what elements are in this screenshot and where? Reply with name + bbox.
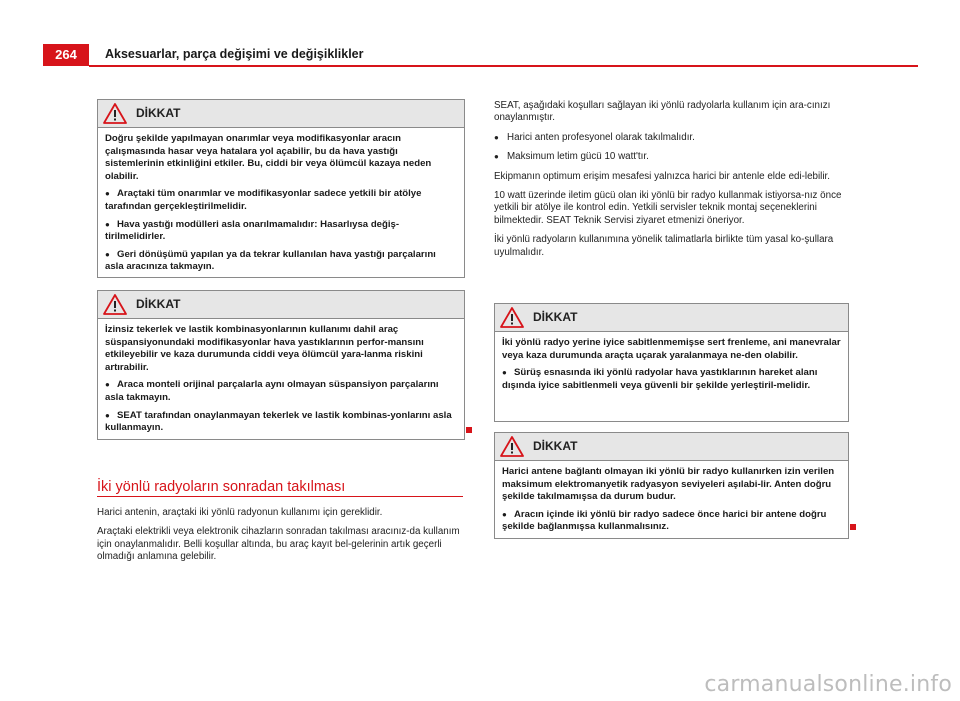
- body-paragraph: 10 watt üzerinde iletim gücü olan iki yönlü bir radyo kullanmak istiyorsa-nız önce yetkili bir atölye ile kontrol edin. Yetkili servisler teknik montaj seçeneklerini bilmektedir. SEAT Teknik Servisi ziyaret etmenizi öneriyor.: [494, 190, 842, 226]
- warning-title: DİKKAT: [533, 439, 578, 453]
- warning-body: [495, 332, 848, 398]
- warning-title: DİKKAT: [136, 297, 181, 311]
- warning-body: [98, 319, 464, 441]
- warning-bullet: ● Sürüş esnasında iki yönlü radyolar hava yastıklarının hareket alanı dışında iyice sabitlenmeli veya güvenli bir şekilde yerleştiril-melidir.: [502, 367, 841, 392]
- warning-bullet: ● Aracın içinde iki yönlü bir radyo sadece önce harici bir antene doğru şekilde bağlanmışsa kullanmalısınız.: [502, 509, 841, 534]
- warning-header: [98, 100, 464, 128]
- chapter-title: Aksesuarlar, parça değişimi ve değişiklikler: [105, 47, 364, 61]
- warning-bullet: ● SEAT tarafından onaylanmayan tekerlek ve lastik kombinas-yonlarını asla kullanmayın.: [105, 410, 457, 435]
- warning-header: [495, 304, 848, 332]
- warning-title: DİKKAT: [136, 106, 181, 120]
- warning-title: DİKKAT: [533, 310, 578, 324]
- warning-paragraph: İzinsiz tekerlek ve lastik kombinasyonlarının kullanımı dahil araç süspansiyonundaki modifikasyonlar hava yastıklarının perfor-mansını etkileyebilir ve kaza durumunda ciddi veya ölümcül yara-lanma riskini artırabilir.: [105, 324, 424, 373]
- warning-header: [495, 433, 848, 461]
- warning-box-3: [494, 303, 849, 422]
- body-paragraph: İki yönlü radyoların kullanımına yönelik talimatlarla birlikte tüm yasal ko-şullara uyulmalıdır.: [494, 234, 834, 258]
- warning-paragraph: Doğru şekilde yapılmayan onarımlar veya modifikasyonlar aracın çalışmasında hasar veya hatalara yol açabilir, bu da hava yastığı sistemlerinin etkinliğini etkiler. Bu, ciddi bir veya ölümcül kazaya neden olabilir.: [105, 133, 432, 182]
- body-paragraph: Harici antenin, araçtaki iki yönlü radyonun kullanımı için gereklidir.: [97, 507, 383, 518]
- warning-bullet: ● Geri dönüşümü yapılan ya da tekrar kullanılan hava yastığı parçalarını asla aracınıza takmayın.: [105, 249, 457, 274]
- warning-paragraph: Harici antene bağlantı olmayan iki yönlü bir radyo kullanırken izin verilen maksimum elektromanyetik radyasyon seviyeleri aşılabi-lir. Anten doğru şekilde takılmamışsa da durum budur.: [502, 466, 835, 503]
- warning-bullet: ● Araçtaki tüm onarımlar ve modifikasyonlar sadece yetkili bir atölye tarafından gerçekleştirilmelidir.: [105, 188, 457, 213]
- warning-box-1: [97, 99, 465, 278]
- warning-bullet: ● Araca monteli orijinal parçalarla aynı olmayan süspansiyon parçalarını asla takmayın.: [105, 379, 457, 404]
- body-paragraph: Ekipmanın optimum erişim mesafesi yalnızca harici bir antenle elde edi-lebilir.: [494, 170, 830, 182]
- section-end-mark: [466, 427, 472, 433]
- warning-triangle-icon: [500, 307, 524, 328]
- section-title: İki yönlü radyoların sonradan takılması: [97, 479, 346, 495]
- warning-body: [495, 461, 848, 540]
- warning-bullet: ● Hava yastığı modülleri asla onarılmamalıdır: Hasarlıysa değiş-tirilmelidirler.: [105, 219, 457, 244]
- warning-header: [98, 291, 464, 319]
- page-number: 264: [43, 44, 89, 66]
- header-rule: [89, 65, 918, 67]
- section-end-mark: [850, 524, 856, 530]
- section-body: [97, 507, 465, 571]
- body-paragraph: Araçtaki elektrikli veya elektronik cihazların sonradan takılması aracınız-da kullanım için onaylanmalıdır. Belli koşullar altında, bu araç kayıt bel-gelerinin artık geçerli olmadığı anlamına gelebilir.: [97, 526, 460, 563]
- section-rule: [97, 496, 463, 497]
- warning-triangle-icon: [103, 103, 127, 124]
- body-paragraph: SEAT, aşağıdaki koşulları sağlayan iki yönlü radyolarla kullanım için ara-cınızı onaylanmıştır.: [494, 100, 831, 124]
- watermark: carmanualsonline.info: [704, 672, 952, 697]
- warning-box-2: [97, 290, 465, 440]
- right-column-text: [494, 100, 850, 266]
- warning-paragraph: İki yönlü radyo yerine iyice sabitlenmemişse sert frenleme, ani manevralar veya kaza durumunda araçta uçarak yaralanmaya ne-den olabilir.: [502, 337, 841, 361]
- warning-box-4: [494, 432, 849, 539]
- body-bullet: ● Harici anten profesyonel olarak takılmalıdır.: [494, 132, 850, 144]
- warning-body: [98, 128, 464, 280]
- page-header: [43, 44, 918, 66]
- warning-triangle-icon: [500, 436, 524, 457]
- body-bullet: ● Maksimum letim gücü 10 watt'tır.: [494, 151, 850, 163]
- warning-triangle-icon: [103, 294, 127, 315]
